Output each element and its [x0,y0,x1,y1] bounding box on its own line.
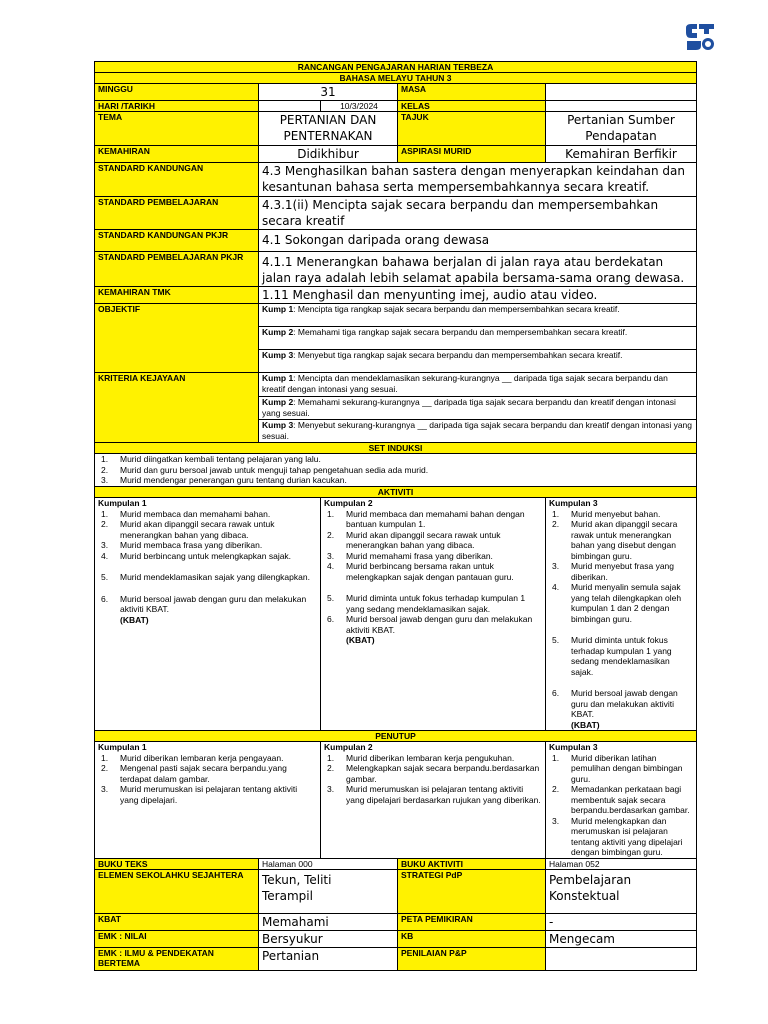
kumpulan-title: Kumpulan 3 [549,498,598,508]
kumpulan-title: Kumpulan 1 [98,498,147,508]
subject-title: BAHASA MELAYU TAHUN 3 [95,73,697,84]
set-induksi-header: SET INDUKSI [95,443,697,454]
penilaian-label: PENILAIAN P&P [398,947,546,970]
penutup-item: 1. Murid diberikan lembaran kerja pengayaan. [101,752,284,763]
school-logo-icon [684,22,716,52]
kelas-value [546,101,697,112]
aktiviti-kumpulan-2 [321,498,546,731]
tarikh-value: 10/3/2024 [321,101,398,112]
standard-pembelajaran-label: STANDARD PEMBELAJARAN [95,197,259,230]
buku-aktiviti-value: Halaman 052 [546,858,697,869]
buku-aktiviti-label: BUKU AKTIVITI [398,858,546,869]
aktiviti-kumpulan-3 [546,498,697,731]
aktiviti-kumpulan-1 [95,498,321,731]
aktiviti-item: 2. Murid akan dipanggil secara rawak untuk menerangkan bahan yang dibaca. [101,519,275,540]
set-induksi-item: 2. Murid dan guru bersoal jawab untuk menguji tahap pengetahuan sedia ada murid. [101,464,429,475]
objektif-label: OBJEKTIF [95,304,259,373]
aktiviti-item: 2. Murid akan dipanggil secara rawak untuk menerangkan bahan yang dibaca. [327,529,501,550]
aktiviti-item: 1. Murid membaca dan memahami bahan dengan bantuan kumpulan 1. [327,508,525,529]
tmk-label: KEMAHIRAN TMK [95,287,259,304]
masa-value [546,84,697,101]
tmk-value: 1.11 Menghasil dan menyunting imej, audio atau video. [259,287,697,304]
set-induksi-list [95,454,697,487]
buku-teks-label: BUKU TEKS [95,858,259,869]
objektif-kump-1: Kump 1: Mencipta tiga rangkap sajak secara berpandu dan mempersembahkan secara kreatif. [259,304,697,327]
kriteria-kump-3: Kump 3: Menyebut sekurang-kurangnya __ daripada tiga sajak secara berpandu dan kreatif dengan intonasi yang sesuai. [259,420,697,443]
penutup-item: 2. Mengenal pasti sajak secara berpandu.yang terdapat dalam gambar. [101,763,287,784]
penutup-header: PENUTUP [95,731,697,742]
kumpulan-title: Kumpulan 2 [324,742,373,752]
emk-nilai-value: Bersyukur [259,930,398,947]
penutup-item: 2. Melengkapkan sajak secara berpandu.berdasarkan gambar. [327,763,540,784]
objektif-kump-2: Kump 2: Memahami tiga rangkap sajak secara berpandu dan mempersembahkan secara kreatif. [259,327,697,350]
aktiviti-item: 1. Murid menyebut bahan. [552,508,661,519]
aktiviti-item: 5. Murid diminta untuk fokus terhadap kumpulan 1 yang sedang mendeklamasikan sajak. [552,635,672,677]
kumpulan-title: Kumpulan 2 [324,498,373,508]
standard-kandungan-label: STANDARD KANDUNGAN [95,163,259,197]
penutup-item: 3. Murid merumuskan isi pelajaran tentang aktiviti yang dipelajari. [101,784,298,805]
sp-pkjr-label: STANDARD PEMBELAJARAN PKJR [95,252,259,287]
kemahiran-label: KEMAHIRAN [95,146,259,163]
aktiviti-item: 3. Murid membaca frasa yang diberikan. [101,540,263,550]
penutup-item: 3. Murid melengkapkan dan merumuskan isi pelajaran tentang aktiviti yang dipelajari dengan bimbingan guru. [552,815,683,857]
masa-label: MASA [398,84,546,101]
aspirasi-label: ASPIRASI MURID [398,146,546,163]
emk-nilai-label: EMK : NILAI [95,930,259,947]
aktiviti-item: 4. Murid berbincang untuk melengkapkan sajak. [101,550,292,561]
kbat-tag: (KBAT) [120,614,149,625]
kemahiran-value: Didikhibur [259,146,398,163]
elemen-label: ELEMEN SEKOLAHKU SEJAHTERA [95,869,259,913]
penilaian-value [546,947,697,970]
aktiviti-item: 2. Murid akan dipanggil secara rawak untuk menerangkan bahan yang disebut dengan bimbingan guru. [552,519,678,561]
penutup-item: 3. Murid merumuskan isi pelajaran tentang aktiviti yang dipelajari berdasarkan rujukan yang diberikan. [327,784,541,805]
minggu-label: MINGGU [95,84,259,101]
sp-pkjr-value: 4.1.1 Menerangkan bahawa berjalan di jalan raya atau berdekatan jalan raya adalah lebih selamat apabila bersama-sama orang dewasa. [259,252,697,287]
penutup-item: 1. Murid diberikan lembaran kerja pengukuhan. [327,752,515,763]
strategi-label: STRATEGI PdP [398,869,546,913]
kumpulan-title: Kumpulan 3 [549,742,598,752]
kriteria-kump-2: Kump 2: Memahami sekurang-kurangnya __ daripada tiga sajak secara berpandu dan kreatif dengan intonasi yang sesuai. [259,397,697,420]
kbat-tag: (KBAT) [346,635,375,645]
document-title: RANCANGAN PENGAJARAN HARIAN TERBEZA [95,62,697,73]
peta-label: PETA PEMIKIRAN [398,913,546,930]
aktiviti-item: 3. Murid menyebut frasa yang diberikan. [552,561,674,582]
kriteria-label: KRITERIA KEJAYAAN [95,373,259,443]
standard-pembelajaran-value: 4.3.1(ii) Mencipta sajak secara berpandu dan mempersembahkan secara kreatif [259,197,697,230]
rph-table [94,61,697,971]
penutup-item: 2. Memadankan perkataan bagi membentuk sajak secara berpandu.berdasarkan gambar. [552,784,690,815]
objektif-kump-3: Kump 3: Menyebut tiga rangkap sajak secara berpandu dan mempersembahkan secara kreatif. [259,350,697,373]
emk-ilmu-value: Pertanian [259,947,398,970]
aktiviti-item: 1. Murid membaca dan memahami bahan. [101,508,271,519]
penutup-kumpulan-3 [546,742,697,859]
peta-value: - [546,913,697,930]
kbat-label: KBAT [95,913,259,930]
emk-ilmu-label: EMK : ILMU & PENDEKATAN BERTEMA [95,947,259,970]
elemen-value: Tekun, Teliti Terampil [259,869,398,913]
aspirasi-value: Kemahiran Berfikir [546,146,697,163]
buku-teks-value: Halaman 000 [259,858,398,869]
kriteria-kump-1: Kump 1: Mencipta dan mendeklamasikan sekurang-kurangnya __ daripada tiga sajak secara berpandu dan kreatif dengan intonasi yang sesuai. [259,373,697,397]
kb-value: Mengecam [546,930,697,947]
set-induksi-item: 1. Murid diingatkan kembali tentang pelajaran yang lalu. [101,454,321,464]
aktiviti-item: 4. Murid menyalin semula sajak yang telah dilengkapkan oleh kumpulan 1 dan 2 dengan bimbingan guru. [552,582,682,624]
sk-pkjr-value: 4.1 Sokongan daripada orang dewasa [259,230,697,252]
set-induksi-item: 3. Murid mendengar penerangan guru tentang durian kacukan. [101,475,347,485]
sk-pkjr-label: STANDARD KANDUNGAN PKJR [95,230,259,252]
tema-label: TEMA [95,112,259,146]
aktiviti-header: AKTIVITI [95,487,697,498]
tema-value: PERTANIAN DAN PENTERNAKAN [259,112,398,146]
aktiviti-item: 5. Murid mendeklamasikan sajak yang dilengkapkan. [101,572,310,582]
standard-kandungan-value: 4.3 Menghasilkan bahan sastera dengan menyerapkan keindahan dan kesantunan bahasa serta mempersembahkannya secara kreatif. [259,163,697,197]
minggu-value: 31 [259,84,398,101]
kb-label: KB [398,930,546,947]
strategi-value: Pembelajaran Konstektual [546,869,697,913]
tajuk-label: TAJUK [398,112,546,146]
penutup-kumpulan-1 [95,742,321,859]
hari-label: HARI /TARIKH [95,101,259,112]
aktiviti-item: 6. Murid bersoal jawab dengan guru dan melakukan aktiviti KBAT. [327,614,533,635]
kelas-label: KELAS [398,101,546,112]
aktiviti-item: 6. Murid bersoal jawab dengan guru dan melakukan aktiviti KBAT. [101,593,307,614]
kumpulan-title: Kumpulan 1 [98,742,147,752]
hari-blank [259,101,321,112]
penutup-item: 1. Murid diberikan latihan pemulihan dengan bimbingan guru. [552,752,683,784]
aktiviti-item: 4. Murid berbincang bersama rakan untuk melengkapkan sajak dengan pantauan guru. [327,561,514,582]
tajuk-value: Pertanian Sumber Pendapatan [546,112,697,146]
penutup-kumpulan-2 [321,742,546,859]
kbat-tag: (KBAT) [571,719,600,730]
kbat-value: Memahami [259,913,398,930]
aktiviti-item: 5. Murid diminta untuk fokus terhadap kumpulan 1 yang sedang mendeklamasikan sajak. [327,593,526,614]
aktiviti-item: 6. Murid bersoal jawab dengan guru dan melakukan aktiviti KBAT. [552,688,678,719]
aktiviti-item: 3. Murid memahami frasa yang diberikan. [327,550,493,561]
